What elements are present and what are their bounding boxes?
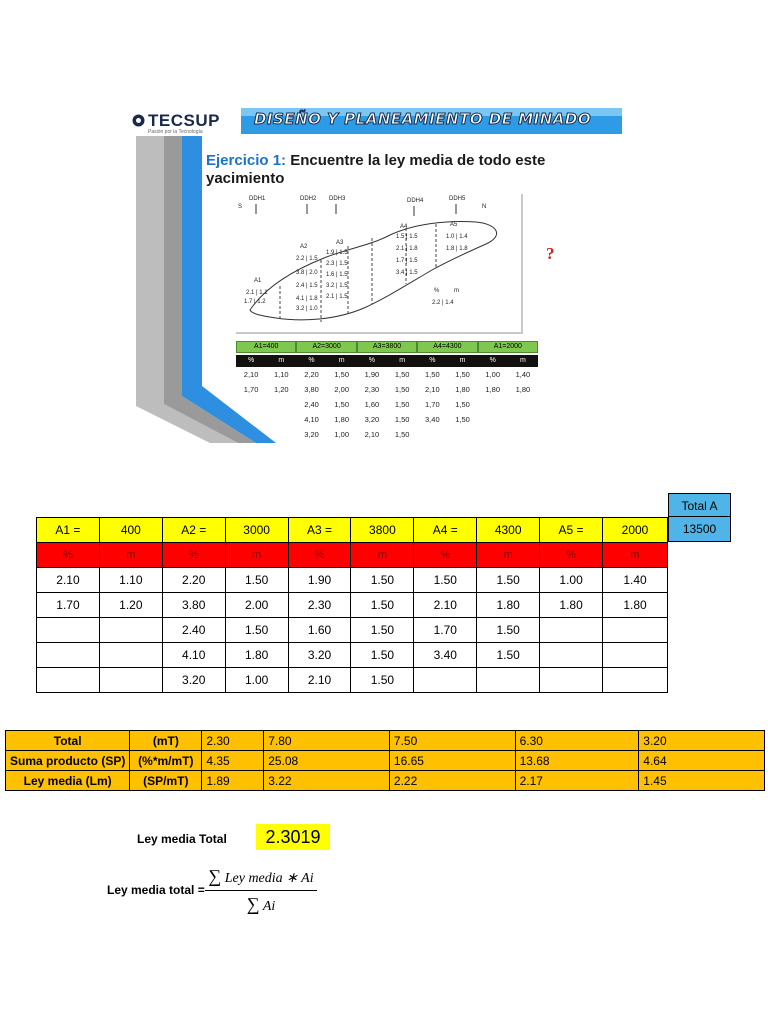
slide-data-table bbox=[236, 341, 538, 442]
slide-table-cell bbox=[236, 412, 266, 427]
slide-table-cell: 3,20 bbox=[304, 430, 319, 439]
table-cell: 3.20 bbox=[288, 643, 351, 668]
geo-value-10: 1.6 | 1.5 bbox=[326, 272, 348, 278]
slide-table-cell: 1,50 bbox=[394, 400, 410, 409]
table-cell bbox=[603, 668, 668, 693]
area-header-row bbox=[37, 518, 668, 543]
slide-table-cell: 2,20 bbox=[304, 370, 319, 379]
slide-table-cell bbox=[236, 427, 266, 442]
table-cell: 1.50 bbox=[477, 568, 540, 593]
table-cell: A1 = bbox=[37, 518, 100, 543]
table-cell: 1.50 bbox=[351, 643, 414, 668]
slide-table-cell bbox=[266, 412, 296, 427]
table-row bbox=[37, 618, 668, 643]
table-cell: 2.10 bbox=[414, 593, 477, 618]
table-cell: 1.50 bbox=[351, 593, 414, 618]
slide-header-cell: A2=3000 bbox=[296, 341, 356, 353]
geo-value-14: 2.1 | 1.8 bbox=[396, 246, 418, 252]
table-cell: 3800 bbox=[351, 518, 414, 543]
slide-subheader-cell: m bbox=[278, 357, 285, 364]
table-cell: 1.70 bbox=[37, 593, 100, 618]
table-row bbox=[37, 668, 668, 693]
summary-value: 7.80 bbox=[264, 731, 390, 751]
exercise-label: Ejercicio 1: bbox=[206, 152, 287, 169]
slide-subheader-cell: % bbox=[368, 357, 376, 364]
slide-table-cell: 1,00 bbox=[485, 370, 501, 379]
table-cell: 4300 bbox=[477, 518, 540, 543]
geo-label-a1: A1 bbox=[254, 278, 262, 284]
geo-label-ddh2: DDH2 bbox=[300, 196, 317, 202]
geo-legend-pct: % bbox=[434, 288, 440, 294]
slide-table-cell: 1,80 bbox=[455, 385, 470, 394]
geo-label-ddh1: DDH1 bbox=[249, 196, 266, 202]
slide-subheader-cell: m bbox=[399, 357, 406, 364]
slide-header-cell: A4=4300 bbox=[417, 341, 477, 353]
main-data-table bbox=[36, 517, 668, 693]
table-cell: 1.50 bbox=[351, 618, 414, 643]
slide-table-cell: 1,50 bbox=[334, 400, 350, 409]
summary-value: 4.35 bbox=[202, 751, 264, 771]
slide-table-cell: 3,40 bbox=[425, 415, 440, 424]
table-cell: 1.90 bbox=[288, 568, 351, 593]
table-cell: 1.40 bbox=[603, 568, 668, 593]
table-cell: A2 = bbox=[162, 518, 225, 543]
slide-table-cell: 1,60 bbox=[364, 400, 380, 409]
tecsup-logo bbox=[132, 111, 220, 131]
table-cell: m bbox=[99, 543, 162, 568]
table-cell bbox=[540, 643, 603, 668]
formula-label: Ley media total = bbox=[107, 883, 205, 897]
table-cell: 2.10 bbox=[288, 668, 351, 693]
slide-table-cell bbox=[508, 427, 538, 442]
slide-subheader-cell: % bbox=[247, 357, 255, 364]
geo-label-a4: A4 bbox=[400, 224, 408, 230]
summary-value: 2.17 bbox=[515, 771, 639, 791]
banner-title: DISEÑO Y PLANEAMIENTO DE MINADO bbox=[254, 110, 592, 128]
slide-table-cell: 2,10 bbox=[425, 385, 440, 394]
slide-table-cell: 1,70 bbox=[425, 400, 440, 409]
geo-label-a3: A3 bbox=[336, 240, 344, 246]
table-cell: 3.80 bbox=[162, 593, 225, 618]
sigma-symbol: ∑ bbox=[208, 866, 222, 886]
slide-table-cell: 1,50 bbox=[394, 430, 410, 439]
table-cell: 1.80 bbox=[477, 593, 540, 618]
table-cell: 2.40 bbox=[162, 618, 225, 643]
logo-text: TECSUP bbox=[148, 111, 220, 130]
table-cell bbox=[414, 668, 477, 693]
slide-table-cell: 1,50 bbox=[394, 385, 410, 394]
slide-subheader-cell: m bbox=[520, 357, 526, 364]
slide-table-cell: 1,80 bbox=[485, 385, 501, 394]
slide-table-cell bbox=[447, 427, 477, 442]
slide-table-cell: 2,30 bbox=[364, 385, 380, 394]
formula-denominator bbox=[205, 893, 317, 915]
table-cell: 3.40 bbox=[414, 643, 477, 668]
table-cell: 1.10 bbox=[99, 568, 162, 593]
summary-label: Total bbox=[6, 731, 130, 751]
table-row bbox=[37, 593, 668, 618]
slide-table-cell: 1,00 bbox=[334, 430, 350, 439]
slide-table-cell bbox=[508, 397, 538, 412]
geo-value-3: 2.2 | 1.5 bbox=[296, 256, 318, 262]
table-cell bbox=[603, 643, 668, 668]
slide-rows bbox=[236, 367, 538, 442]
formula-numerator bbox=[205, 864, 317, 888]
slide-header-cell: A1=400 bbox=[236, 341, 296, 353]
slide-table-cell bbox=[478, 412, 508, 427]
summary-value: 16.65 bbox=[389, 751, 515, 771]
slide-subheader-cell: % bbox=[308, 357, 315, 364]
tecsup-star-icon bbox=[132, 114, 145, 127]
table-cell bbox=[477, 668, 540, 693]
summary-value: 4.64 bbox=[639, 751, 765, 771]
slide-table-cell bbox=[417, 427, 447, 442]
question-mark: ? bbox=[546, 244, 555, 263]
slide-table-cell: 1,50 bbox=[455, 415, 470, 424]
summary-value: 2.22 bbox=[389, 771, 515, 791]
summary-value: 1.89 bbox=[202, 771, 264, 791]
slide-subheader-cell: m bbox=[338, 357, 345, 364]
table-cell: 1.80 bbox=[225, 643, 288, 668]
geo-value-16: 3.4 | 1.5 bbox=[396, 270, 418, 276]
table-cell bbox=[603, 618, 668, 643]
summary-value: 3.22 bbox=[264, 771, 390, 791]
table-row bbox=[37, 643, 668, 668]
geo-value-18: 1.8 | 1.8 bbox=[446, 246, 468, 252]
geo-value-5: 2.4 | 1.5 bbox=[296, 283, 318, 289]
slide-table-cell: 3,80 bbox=[304, 385, 319, 394]
table-cell: 2000 bbox=[603, 518, 668, 543]
denominator-text: Ai bbox=[262, 899, 276, 914]
sigma-symbol: ∑ bbox=[246, 894, 260, 914]
exercise-title bbox=[206, 152, 606, 188]
slide-table-cell: 3,20 bbox=[364, 415, 380, 424]
exercise-slide-image bbox=[106, 106, 622, 443]
table-cell: 1.50 bbox=[351, 668, 414, 693]
slide-table-cell: 1,80 bbox=[334, 415, 350, 424]
table-cell: m bbox=[477, 543, 540, 568]
slide-table-row bbox=[236, 397, 538, 412]
geo-value-1: 2.1 | 1.1 bbox=[246, 290, 268, 296]
summary-value: 6.30 bbox=[515, 731, 639, 751]
table-cell: 1.50 bbox=[225, 618, 288, 643]
slide-header-cell: A1=2000 bbox=[478, 341, 538, 353]
table-cell: 1.60 bbox=[288, 618, 351, 643]
summary-value: 13.68 bbox=[515, 751, 639, 771]
table-cell: 1.50 bbox=[477, 618, 540, 643]
slide-table-row bbox=[236, 427, 538, 442]
summary-label: Ley media (Lm) bbox=[6, 771, 130, 791]
table-cell: 2.00 bbox=[225, 593, 288, 618]
slide-table-row bbox=[236, 412, 538, 427]
table-cell bbox=[99, 668, 162, 693]
table-cell: m bbox=[603, 543, 668, 568]
table-cell: 2.30 bbox=[288, 593, 351, 618]
slide-table-cell: 2,40 bbox=[304, 400, 319, 409]
table-cell: 1.80 bbox=[603, 593, 668, 618]
exercise-text: Encuentre la ley media de todo este yacimiento bbox=[206, 152, 546, 187]
total-area-value: 13500 bbox=[668, 517, 731, 542]
slide-table-row bbox=[236, 382, 538, 397]
table-cell bbox=[540, 668, 603, 693]
slide-subheader-cell: % bbox=[489, 357, 496, 364]
summary-row bbox=[6, 771, 765, 791]
geo-label-s: S bbox=[238, 204, 243, 210]
geo-label-n: N bbox=[482, 204, 487, 210]
table-cell: A5 = bbox=[540, 518, 603, 543]
table-cell: 1.50 bbox=[414, 568, 477, 593]
geo-label-ddh4: DDH4 bbox=[407, 198, 424, 204]
slide-table-cell: 4,10 bbox=[304, 415, 319, 424]
summary-value: 1.45 bbox=[639, 771, 765, 791]
geo-value-11: 3.2 | 1.5 bbox=[326, 283, 348, 289]
slide-table-cell bbox=[236, 397, 266, 412]
geo-value-4: 3.8 | 2.0 bbox=[296, 270, 318, 276]
slide-table-cell: 1,50 bbox=[455, 370, 470, 379]
logo-subtitle: Pasión por la Tecnología bbox=[148, 129, 203, 135]
geo-value-15: 1.7 | 1.5 bbox=[396, 258, 418, 264]
table-cell: % bbox=[540, 543, 603, 568]
geo-value-17: 1.0 | 1.4 bbox=[446, 234, 468, 240]
summary-unit: (SP/mT) bbox=[130, 771, 202, 791]
slide-table-cell bbox=[478, 397, 508, 412]
table-cell: 1.50 bbox=[225, 568, 288, 593]
geo-value-6: 4.1 | 1.8 bbox=[296, 296, 318, 302]
deposit-diagram bbox=[236, 194, 523, 334]
table-cell: A3 = bbox=[288, 518, 351, 543]
table-cell: % bbox=[288, 543, 351, 568]
table-cell bbox=[37, 643, 100, 668]
summary-value: 3.20 bbox=[639, 731, 765, 751]
table-cell: 1.50 bbox=[351, 568, 414, 593]
slide-table-cell: 1,80 bbox=[515, 385, 531, 394]
slide-table-cell bbox=[478, 427, 508, 442]
table-cell: 1.50 bbox=[477, 643, 540, 668]
summary-row bbox=[6, 731, 765, 751]
table-cell bbox=[37, 618, 100, 643]
geo-label-a5: A5 bbox=[450, 222, 458, 228]
geo-value-12: 2.1 | 1.5 bbox=[326, 294, 348, 300]
summary-row bbox=[6, 751, 765, 771]
table-cell: A4 = bbox=[414, 518, 477, 543]
geo-legend-values: 2.2 | 1.4 bbox=[432, 300, 454, 306]
summary-label: Suma producto (SP) bbox=[6, 751, 130, 771]
slide-header-cell: A3=3800 bbox=[357, 341, 417, 353]
table-cell: % bbox=[414, 543, 477, 568]
slide-table-cell: 1,50 bbox=[394, 415, 410, 424]
table-cell: 1.80 bbox=[540, 593, 603, 618]
table-cell: % bbox=[162, 543, 225, 568]
ley-media-formula bbox=[205, 864, 317, 915]
geo-value-9: 2.3 | 1.5 bbox=[326, 261, 348, 267]
table-cell: 4.10 bbox=[162, 643, 225, 668]
geo-label-ddh5: DDH5 bbox=[449, 196, 466, 202]
table-cell bbox=[37, 668, 100, 693]
total-area-label: Total A bbox=[668, 493, 731, 517]
slide-table-cell bbox=[266, 427, 296, 442]
slide-table-cell: 1,90 bbox=[364, 370, 380, 379]
slide-table-cell: 2,10 bbox=[364, 430, 380, 439]
table-cell bbox=[540, 618, 603, 643]
slide-table-cell: 1,50 bbox=[334, 370, 350, 379]
table-cell: 400 bbox=[99, 518, 162, 543]
slide-table-cell bbox=[266, 397, 296, 412]
table-cell: m bbox=[351, 543, 414, 568]
table-cell: 1.00 bbox=[540, 568, 603, 593]
ley-media-total-label: Ley media Total bbox=[137, 832, 227, 846]
summary-value: 25.08 bbox=[264, 751, 390, 771]
slide-subheader-cell: % bbox=[429, 357, 436, 364]
geo-value-8: 1.9 | 1.5 bbox=[326, 250, 348, 256]
ley-media-total-value: 2.3019 bbox=[256, 824, 330, 850]
summary-unit: (%*m/mT) bbox=[130, 751, 202, 771]
geo-value-13: 1.5 | 1.5 bbox=[396, 234, 418, 240]
slide-subheader-cell: m bbox=[459, 357, 466, 364]
summary-table bbox=[5, 730, 765, 791]
table-cell: 1.00 bbox=[225, 668, 288, 693]
unit-header-row bbox=[37, 543, 668, 568]
table-row bbox=[37, 568, 668, 593]
slide-table-cell: 1,50 bbox=[425, 370, 440, 379]
slide-table-cell: 1,50 bbox=[394, 370, 410, 379]
numerator-text: Ley media ∗ Ai bbox=[224, 871, 314, 886]
geo-value-2: 1.7 | 1.2 bbox=[244, 299, 266, 305]
table-cell bbox=[99, 643, 162, 668]
slide-table-cell: 2,00 bbox=[334, 385, 350, 394]
slide-table-row bbox=[236, 367, 538, 382]
slide-table-cell: 1,10 bbox=[274, 370, 289, 379]
table-cell: 1.20 bbox=[99, 593, 162, 618]
slide-table-cell: 1,50 bbox=[455, 400, 470, 409]
slide-table-cell bbox=[508, 412, 538, 427]
geo-label-ddh3: DDH3 bbox=[329, 196, 346, 202]
slide-table-cell: 1,70 bbox=[243, 385, 259, 394]
table-cell: 1.70 bbox=[414, 618, 477, 643]
table-cell: 2.10 bbox=[37, 568, 100, 593]
table-cell: % bbox=[37, 543, 100, 568]
deposit-outline bbox=[236, 194, 521, 332]
summary-unit: (mT) bbox=[130, 731, 202, 751]
slide-table-cell: 1,40 bbox=[515, 370, 531, 379]
summary-value: 2.30 bbox=[202, 731, 264, 751]
slide-table-cell: 1,20 bbox=[274, 385, 289, 394]
table-cell: 2.20 bbox=[162, 568, 225, 593]
summary-value: 7.50 bbox=[389, 731, 515, 751]
geo-value-7: 3.2 | 1.0 bbox=[296, 306, 318, 312]
slide-table-cell: 2,10 bbox=[243, 370, 259, 379]
geo-label-a2: A2 bbox=[300, 244, 308, 250]
table-cell: 3.20 bbox=[162, 668, 225, 693]
table-cell: 3000 bbox=[225, 518, 288, 543]
geo-legend-m: m bbox=[454, 288, 459, 294]
fraction-bar bbox=[205, 890, 317, 891]
table-cell: m bbox=[225, 543, 288, 568]
total-area-box bbox=[668, 493, 731, 542]
table-cell bbox=[99, 618, 162, 643]
